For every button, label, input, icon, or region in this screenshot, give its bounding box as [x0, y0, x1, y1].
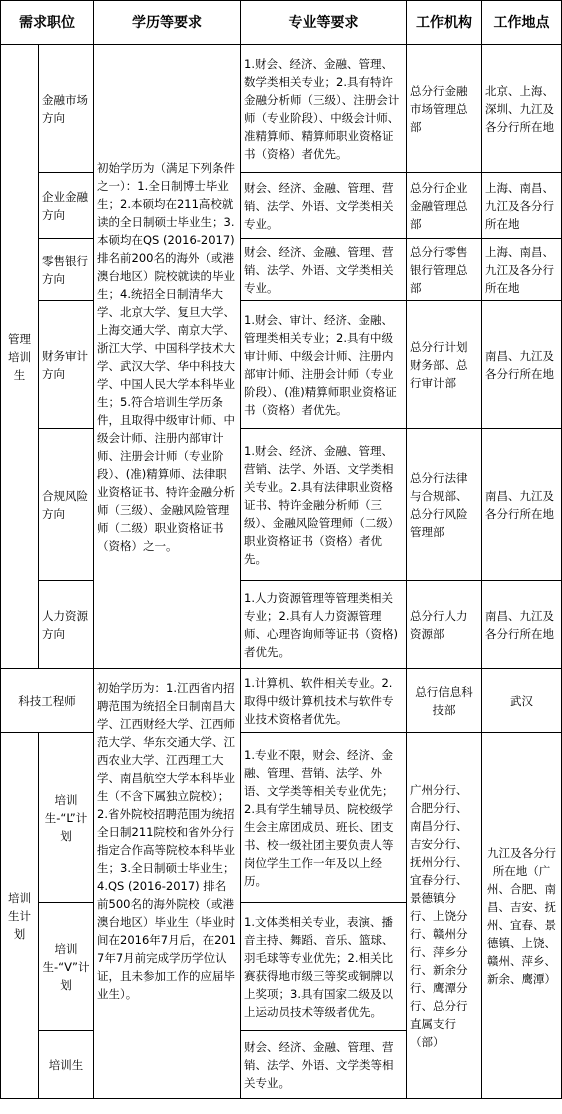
- major-cell: 1.专业不限，财会、经济、金融、管理、营销、法学、外语、文学类等相关专业优先；2.具有学生辅导员、院校级学生会主席团成员、班长、团支书、校一级社团主要负责人等岗位学生工作一年及以上经历。: [241, 733, 407, 903]
- trainee-plan-label: 培训生计划: [1, 733, 39, 1099]
- tech-major-cell: 1.计算机、软件相关专业。2.取得中级计算机技术与软件专业技术资格者优先。: [241, 669, 407, 733]
- major-cell: 1.人力资源管理等管理类相关专业；2.具有人力资源管理师、心理咨询师等证书（资格)者优先。: [241, 581, 407, 669]
- institution-cell: 总分行金融市场管理总部: [407, 45, 482, 173]
- location-cell: 上海、南昌、九江及各分行所在地: [482, 173, 562, 239]
- table-row: [1, 239, 562, 301]
- header-row: [1, 1, 562, 45]
- major-cell: 财会、经济、金融、管理、营销、法学、外语、文学类相关专业。: [241, 239, 407, 301]
- table-row: [1, 173, 562, 239]
- plan-cell: 培训生-“L”计划: [39, 733, 94, 903]
- table-row: [1, 301, 562, 429]
- location-cell: 南昌、九江及各分行所在地: [482, 301, 562, 429]
- major-cell: 1.文体类相关专业，表演、播音主持、舞蹈、音乐、篮球、羽毛球等专业优先；2.相关比赛获得地市级三等奖或铜牌以上奖项；3.具有国家二级及以上运动员技术等级者优先。: [241, 903, 407, 1031]
- trainee-location-cell: 九江及各分行所在地（广州、合肥、南昌、吉安、抚州、宜春、景德镇、上饶、赣州、萍乡、新余、鹰潭）: [482, 733, 562, 1099]
- tech-location-cell: 武汉: [482, 669, 562, 733]
- header-major: 专业等要求: [241, 1, 407, 45]
- location-cell: 上海、南昌、九江及各分行所在地: [482, 239, 562, 301]
- direction-cell: 金融市场方向: [39, 45, 94, 173]
- trainee-institution-cell: 广州分行、合肥分行、南昌分行、吉安分行、抚州分行、宜春分行、景德镇分行、上饶分行、赣州分行、萍乡分行、新余分行、鹰潭分行、总分行直属支行（部）: [407, 733, 482, 1099]
- plan-cell: 培训生: [39, 1031, 94, 1099]
- major-cell: 1.财会、经济、金融、管理、营销、法学、外语、文学类相关专业。2.具有法律职业资格证书、特许金融分析师（三级）、金融风险管理师（二级）职业资格证书（资格）者优先。: [241, 429, 407, 581]
- institution-cell: 总分行企业金融管理总部: [407, 173, 482, 239]
- table-row: [1, 581, 562, 669]
- major-cell: 1.财会、经济、金融、管理、数学类相关专业；2.具有特许金融分析师（三级）、注册会计师（专业阶段）、中级会计师、准精算师、精算师职业资格证书（资格）者优先。: [241, 45, 407, 173]
- institution-cell: 总分行法律与合规部、总分行风险管理部: [407, 429, 482, 581]
- mgmt-education-cell: 初始学历为（满足下列条件之一）：1.全日制博士毕业生；2.本硕均在211高校就读的全日制硕士毕业生；3.本硕均在QS (2016-2017) 排名前200名的海外（或港澳台地区）院校就读的毕业生；4.统招全日制清华大学、北京大学、复旦大学、上海交通大学、南京大学、浙江大学、中国科学技术大学、武汉大学、华中科技大学、中国人民大学本科毕业生；5.符合培训生学历条件，且取得中级审计师、中级会计师、注册内部审计师、注册会计师（专业阶段）、(准)精算师、法律职业资格证书、特许金融分析师（三级）、金融风险管理师（二级）职业资格证书（资格）之一。: [94, 45, 241, 669]
- direction-cell: 人力资源方向: [39, 581, 94, 669]
- location-cell: 南昌、九江及各分行所在地: [482, 429, 562, 581]
- plan-cell: 培训生-“V”计划: [39, 903, 94, 1031]
- tech-institution-cell: 总行信息科技部: [407, 669, 482, 733]
- location-cell: 南昌、九江及各分行所在地: [482, 581, 562, 669]
- direction-cell: 合规风险方向: [39, 429, 94, 581]
- institution-cell: 总分行零售银行管理总部: [407, 239, 482, 301]
- location-cell: 北京、上海、深圳、九江及各分行所在地: [482, 45, 562, 173]
- major-cell: 1.财会、审计、经济、金融、管理类相关专业；2.具有中级审计师、中级会计师、注册内部审计师、注册会计师（专业阶段）、(准)精算师职业资格证书（资格）者优先。: [241, 301, 407, 429]
- direction-cell: 零售银行方向: [39, 239, 94, 301]
- header-institution: 工作机构: [407, 1, 482, 45]
- institution-cell: 总分行人力资源部: [407, 581, 482, 669]
- table-row: [1, 733, 562, 903]
- table-row: [1, 429, 562, 581]
- header-location: 工作地点: [482, 1, 562, 45]
- major-cell: 财会、经济、金融、管理、营销、法学、外语、文学类等相关专业。: [241, 1031, 407, 1099]
- table-row: [1, 45, 562, 173]
- tech-engineer-label: 科技工程师: [1, 669, 94, 733]
- mgmt-trainee-label: 管理培训生: [1, 45, 39, 669]
- direction-cell: 企业金融方向: [39, 173, 94, 239]
- direction-cell: 财务审计方向: [39, 301, 94, 429]
- institution-cell: 总分行计划财务部、总行审计部: [407, 301, 482, 429]
- tech-education-cell: 初始学历为：1.江西省内招聘范围为统招全日制南昌大学、江西财经大学、江西师范大学、华东交通大学、江西农业大学、江西理工大学、南昌航空大学本科毕业生（不含下属独立院校）；2.省外院校招聘范围为统招全日制211院校和省外分行指定合作高等院校本科毕业生；3.全日制硕士毕业生；4.QS (2016-2017) 排名前500名的海外院校（或港澳台地区）毕业生（毕业时间在2016年7月后，在2017年7月前完成学历学位认证，且未参加工作的应届毕业生）。: [94, 669, 241, 1099]
- header-position: 需求职位: [1, 1, 94, 45]
- header-education: 学历等要求: [94, 1, 241, 45]
- major-cell: 财会、经济、金融、管理、营销、法学、外语、文学类相关专业。: [241, 173, 407, 239]
- table-row: [1, 669, 562, 733]
